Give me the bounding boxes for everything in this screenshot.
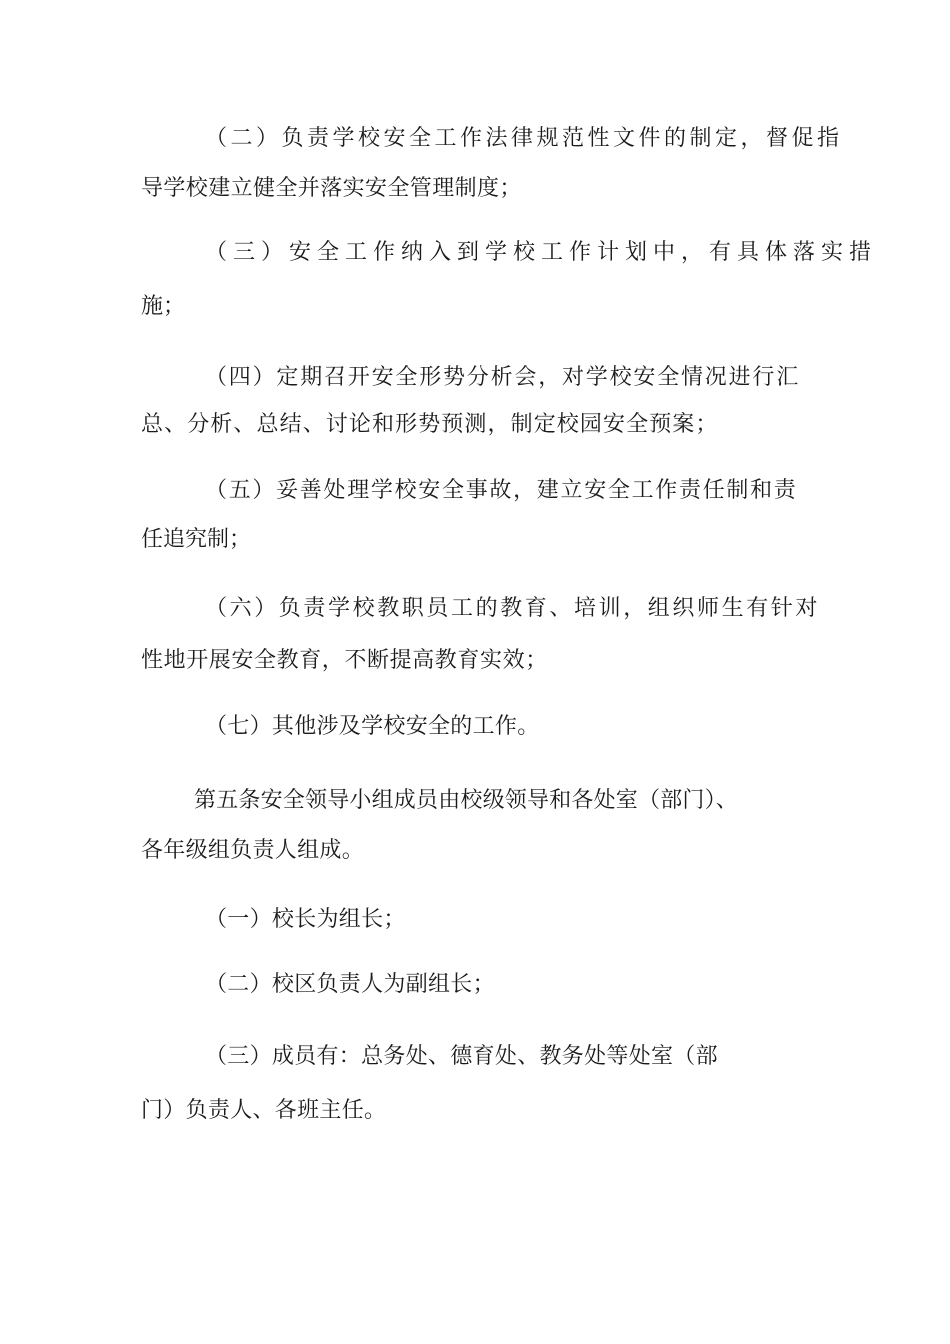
article-5-line-1: 第五条安全领导小组成员由校级领导和各处室（部门）、 xyxy=(194,788,739,813)
article-5-line-2: 各年级组负责人组成。 xyxy=(141,838,365,863)
item-4-line-1: （四）定期召开安全形势分析会，对学校安全情况进行汇 xyxy=(205,365,801,390)
item-4-line-2: 总、分析、总结、讨论和形势预测，制定校园安全预案； xyxy=(141,412,719,437)
item-6-line-2: 性地开展安全教育，不断提高教育实效； xyxy=(141,648,548,673)
item-3-line-1: （三）安全工作纳入到学校工作计划中，有具体落实措 xyxy=(205,240,878,265)
member-item-2: （二）校区负责人为副组长； xyxy=(205,972,495,997)
member-item-3-line-2: 门）负责人、各班主任。 xyxy=(141,1098,387,1123)
member-item-3-line-1: （三）成员有：总务处、德育处、教务处等处室（部 xyxy=(205,1044,718,1069)
item-2-line-1: （二）负责学校安全工作法律规范性文件的制定，督促指 xyxy=(205,126,843,151)
item-5-line-1: （五）妥善处理学校安全事故，建立安全工作责任制和责 xyxy=(205,478,798,503)
item-7-line-1: （七）其他涉及学校安全的工作。 xyxy=(205,714,540,739)
member-item-1: （一）校长为组长； xyxy=(205,907,406,932)
item-6-line-1: （六）负责学校教职员工的教育、培训，组织师生有针对 xyxy=(205,596,821,621)
item-5-line-2: 任追究制； xyxy=(141,527,252,552)
item-2-line-2: 导学校建立健全并落实安全管理制度； xyxy=(141,176,522,201)
item-3-line-2: 施； xyxy=(141,294,186,319)
